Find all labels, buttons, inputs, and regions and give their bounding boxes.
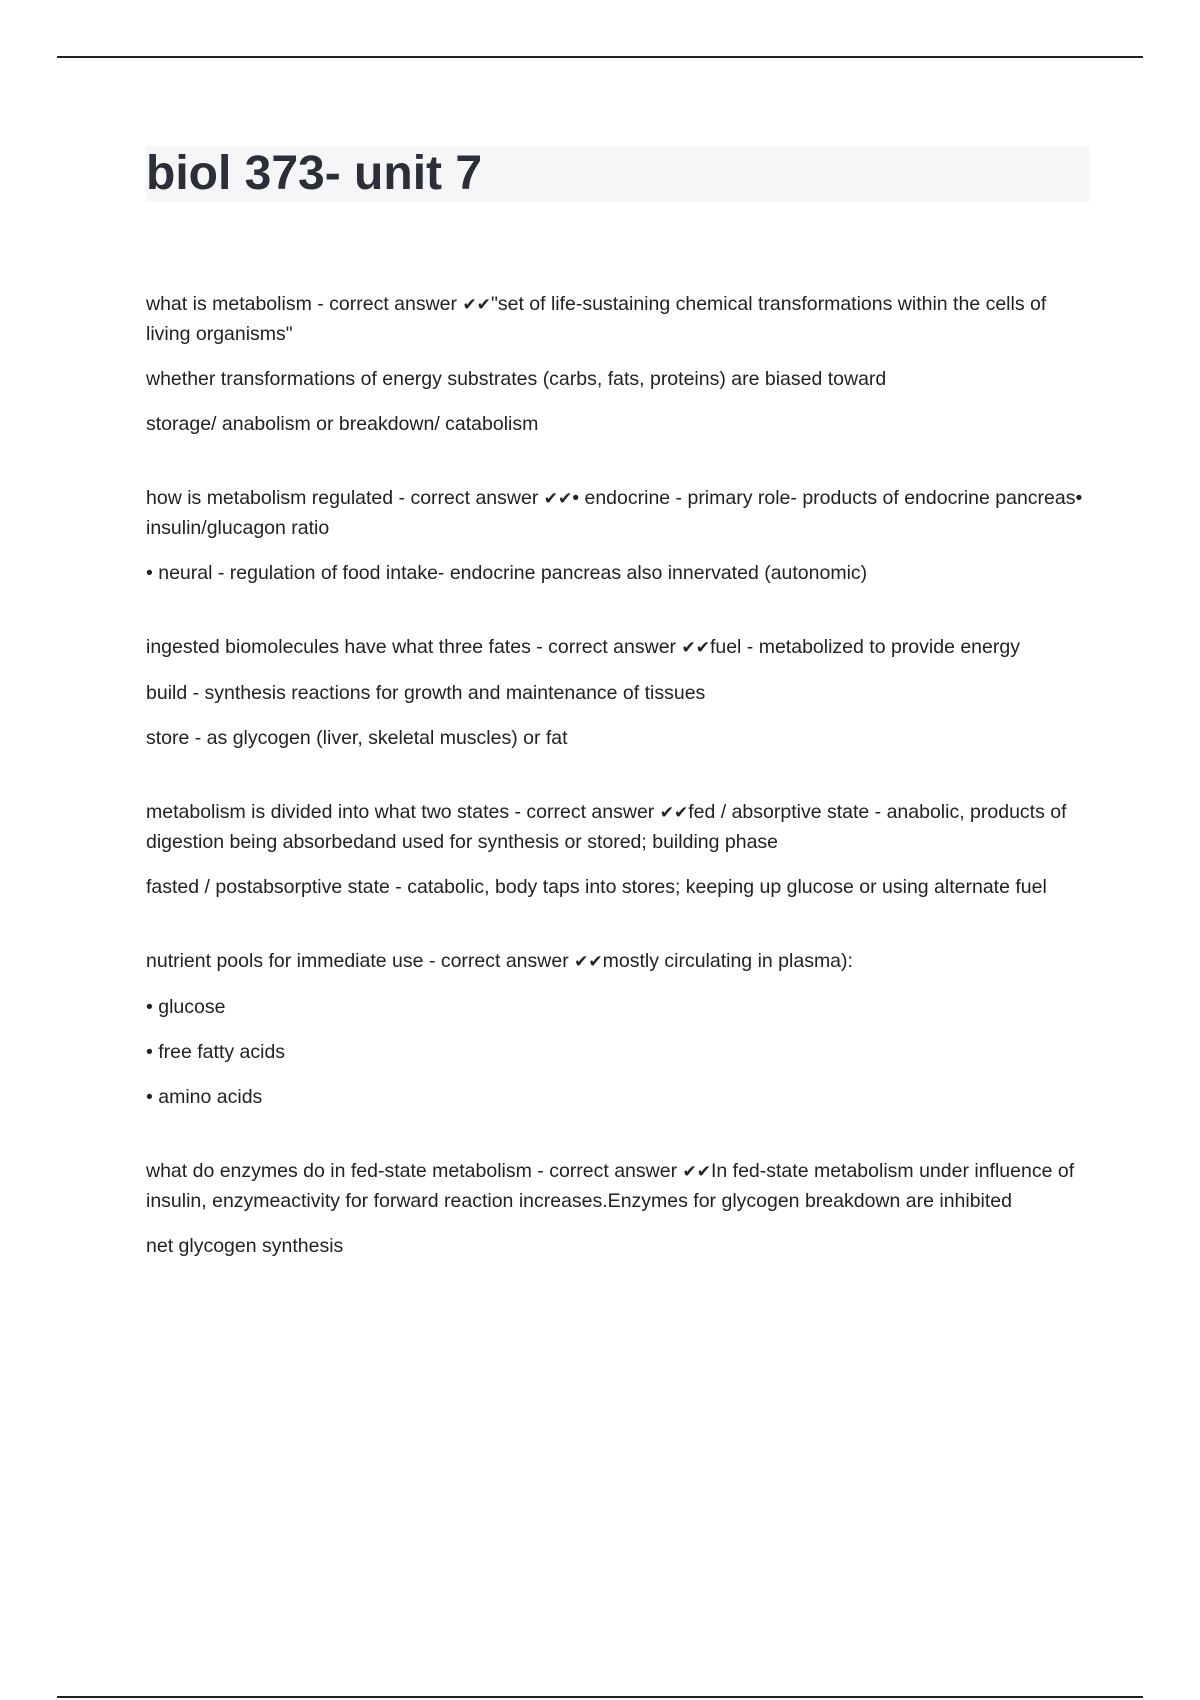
qa-question-line [146, 633, 1090, 663]
answer-separator: - correct answer [531, 1160, 683, 1182]
answer-text: In fed-state metabolism under influence of insulin, enzymeactivity for forward reaction increases.Enzymes for glycogen breakdown are inhibited [146, 1160, 1075, 1212]
answer-text: mostly circulating in plasma): [602, 950, 853, 972]
qa-question-line [146, 798, 1090, 857]
double-check-icon: ✔✔ [574, 952, 603, 972]
qa-item [146, 947, 1090, 1112]
qa-list [146, 290, 1090, 1306]
answer-separator: - correct answer [311, 293, 463, 315]
title-block [146, 146, 1090, 202]
qa-item [146, 633, 1090, 753]
qa-question-line [146, 290, 1090, 349]
qa-item [146, 290, 1090, 439]
answer-line: storage/ anabolism or breakdown/ catabolism [146, 413, 539, 435]
question-text: nutrient pools for immediate use [146, 950, 424, 972]
qa-item [146, 484, 1090, 588]
question-text: what do enzymes do in fed-state metabolism [146, 1160, 532, 1182]
answer-line: fasted / postabsorptive state - catabolic, body taps into stores; keeping up glucose or using alternate fuel [146, 876, 1047, 898]
answer-text: "set of life-sustaining chemical transformations within the cells of living organisms" [146, 293, 1047, 345]
answer-line: • glucose [146, 996, 226, 1018]
answer-separator: - correct answer [530, 636, 682, 658]
answer-text: • endocrine - primary role- products of endocrine pancreas• insulin/glucagon ratio [146, 487, 1083, 539]
answer-line: net glycogen synthesis [146, 1235, 344, 1257]
answer-separator: - correct answer [423, 950, 575, 972]
bottom-rule [57, 1696, 1143, 1698]
answer-separator: - correct answer [509, 801, 660, 823]
double-check-icon: ✔✔ [681, 638, 710, 658]
question-text: how is metabolism regulated [146, 487, 394, 509]
question-text: ingested biomolecules have what three fates [146, 636, 531, 658]
top-rule [57, 56, 1143, 58]
qa-item [146, 798, 1090, 902]
qa-question-line [146, 1157, 1090, 1216]
question-text: what is metabolism [146, 293, 312, 315]
double-check-icon: ✔✔ [659, 803, 689, 823]
question-text: metabolism is divided into what two states [146, 801, 510, 823]
double-check-icon: ✔✔ [682, 1162, 711, 1182]
answer-text: fuel - metabolized to provide energy [709, 636, 1020, 658]
qa-question-line [146, 947, 1090, 977]
double-check-icon: ✔✔ [543, 489, 573, 509]
answer-line: store - as glycogen (liver, skeletal muscles) or fat [146, 727, 568, 749]
answer-separator: - correct answer [393, 487, 544, 509]
qa-item [146, 1157, 1090, 1261]
answer-line: build - synthesis reactions for growth and maintenance of tissues [146, 682, 706, 704]
answer-line: • free fatty acids [146, 1041, 286, 1063]
qa-question-line [146, 484, 1090, 543]
answer-text: fed / absorptive state - anabolic, products of digestion being absorbedand used for synthesis or stored; building phase [146, 801, 1067, 853]
answer-line: whether transformations of energy substrates (carbs, fats, proteins) are biased toward [146, 368, 887, 390]
double-check-icon: ✔✔ [462, 295, 491, 315]
answer-line: • neural - regulation of food intake- endocrine pancreas also innervated (autonomic) [146, 562, 868, 584]
answer-line: • amino acids [146, 1086, 263, 1108]
document-title: biol 373- unit 7 [146, 147, 483, 200]
